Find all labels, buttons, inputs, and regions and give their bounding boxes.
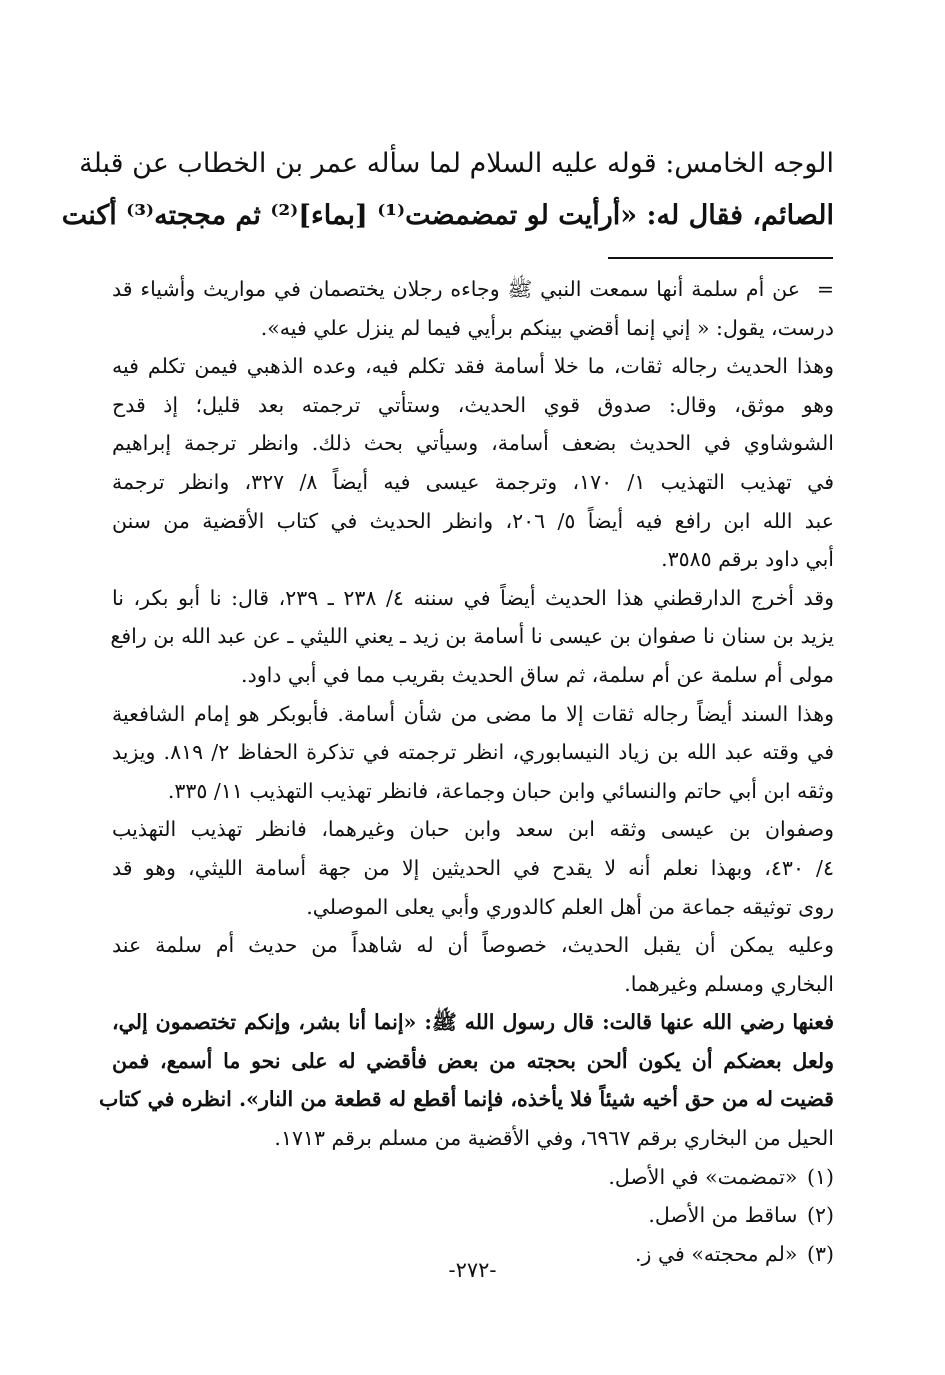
footnote-text: «لم محجته» في ز. (635, 1241, 798, 1266)
main-text-line-1: الوجه الخامس: قوله عليه السلام لما سأله عمر بن الخطاب عن قبلة (79, 148, 834, 179)
main-text (61, 138, 834, 242)
note-line: وهو موثق، وقال: صدوق قوي الحديث، وستأتي ترجمته بعد قليل؛ إذ قدح (112, 392, 834, 417)
footnote-2 (112, 1196, 834, 1235)
footnote-number: (٢) (806, 1203, 834, 1228)
footnote-text: ساقط من الأصل. (648, 1203, 798, 1228)
note-line: روى توثيقه جماعة من أهل العلم كالدوري وأبي يعلى الموصلي. (306, 894, 834, 919)
note-line: وهذا السند أيضاً رجاله ثقات إلا ما مضى من شأن أسامة. فأبوبكر هو إمام الشافعية (112, 701, 834, 726)
footnote-1 (112, 1158, 834, 1197)
note-line: مولى أم سلمة عن أم سلمة، ثم ساق الحديث بقريب مما في أبي داود. (241, 662, 834, 687)
note-line: في تهذيب التهذيب ١/ ١٧٠، وترجمة عيسى فيه أيضاً ٨/ ٣٢٧، وانظر ترجمة (112, 469, 835, 494)
note-line: وهذا الحديث رجاله ثقات، ما خلا أسامة فقد تكلم فيه، وعده الذهبي فيمن تكلم فيه (112, 354, 834, 379)
note-line: يزيد بن سنان نا صفوان بن عيسى نا أسامة بن زيد ـ يعني الليثي ـ عن عبد الله بن رافع (110, 624, 834, 649)
note-line-hadith: ولعل بعضكم أن يكون ألحن بحجته من بعض فأقضي له على نحو ما أسمع، فمن (112, 1048, 834, 1073)
note-line: وعليه يمكن أن يقبل الحديث، خصوصاً أن له شاهداً من حديث أم سلمة عند (112, 933, 834, 958)
note-line (112, 270, 834, 309)
note-line: ٤/ ٤٣٠، وبهذا نعلم أنه لا يقدح في الحديثين إلا من جهة أسامة الليثي، وهو قد (112, 855, 834, 880)
note-line-text: عن أم سلمة أنها سمعت النبي ﷺ وجاءه رجلان يختصمان في مواريث وأشياء قد (112, 277, 800, 301)
continuation-marker: = (816, 277, 834, 301)
footnote-number: (٣) (806, 1241, 834, 1266)
note-line: وثقه ابن أبي حاتم والنسائي وابن حبان وجماعة، فانظر تهذيب التهذيب ١١/ ٣٣٥. (167, 778, 834, 803)
footnote-separator-rule (608, 257, 833, 259)
main-text-line-2-content: الصائم، فقال له: «أرأيت لو تمضمضت⁽¹⁾ [بماء]⁽²⁾ ثم مججته⁽³⁾ أكنت (61, 200, 834, 231)
note-line: الحيل من البخاري برقم ٦٩٦٧، وفي الأقضية من مسلم برقم ١٧١٣. (274, 1126, 834, 1151)
footnote-text: «تمضمت» في الأصل. (608, 1164, 798, 1189)
note-line-hadith: قضيت له من حق أخيه شيئاً فلا يأخذه، فإنما أقطع له قطعة من النار». انظره في كتاب (98, 1087, 834, 1112)
note-line-hadith: فعنها رضي الله عنها قالت: قال رسول الله ﷺ: «إنما أنا بشر، وإنكم تختصمون إلي، (112, 1010, 834, 1035)
note-line: الشوشاوي في الحديث بضعف أسامة، وسيأتي بحث ذلك. وانظر ترجمة إبراهيم (112, 431, 834, 456)
note-line: وصفوان بن عيسى وثقه ابن سعد وابن حبان وغيرهما، فانظر تهذيب التهذيب (112, 817, 834, 842)
footnotes-block (98, 270, 835, 1273)
note-line: وقد أخرج الدارقطني هذا الحديث أيضاً في سننه ٤/ ٢٣٨ ـ ٢٣٩، قال: نا أبو بكر، نا (112, 585, 834, 610)
note-line: عبد الله ابن رافع فيه أيضاً ٥/ ٢٠٦، وانظر الحديث في كتاب الأقضية من سنن (112, 508, 834, 533)
note-line: درست، يقول: « إني إنما أقضي بينكم برأيي فيما لم ينزل علي فيه». (260, 315, 834, 340)
note-line: البخاري ومسلم وغيرهما. (624, 971, 834, 996)
page-number: -٢٧٢- (448, 1258, 497, 1282)
note-line: في وقته عبد الله بن زياد النيسابوري، انظر ترجمته في تذكرة الحفاظ ٢/ ٨١٩. ويزيد (112, 740, 834, 765)
footnote-number: (١) (806, 1164, 834, 1189)
main-text-line-2 (61, 190, 834, 242)
note-line: أبي داود برقم ٣٥٨٥. (661, 547, 834, 572)
